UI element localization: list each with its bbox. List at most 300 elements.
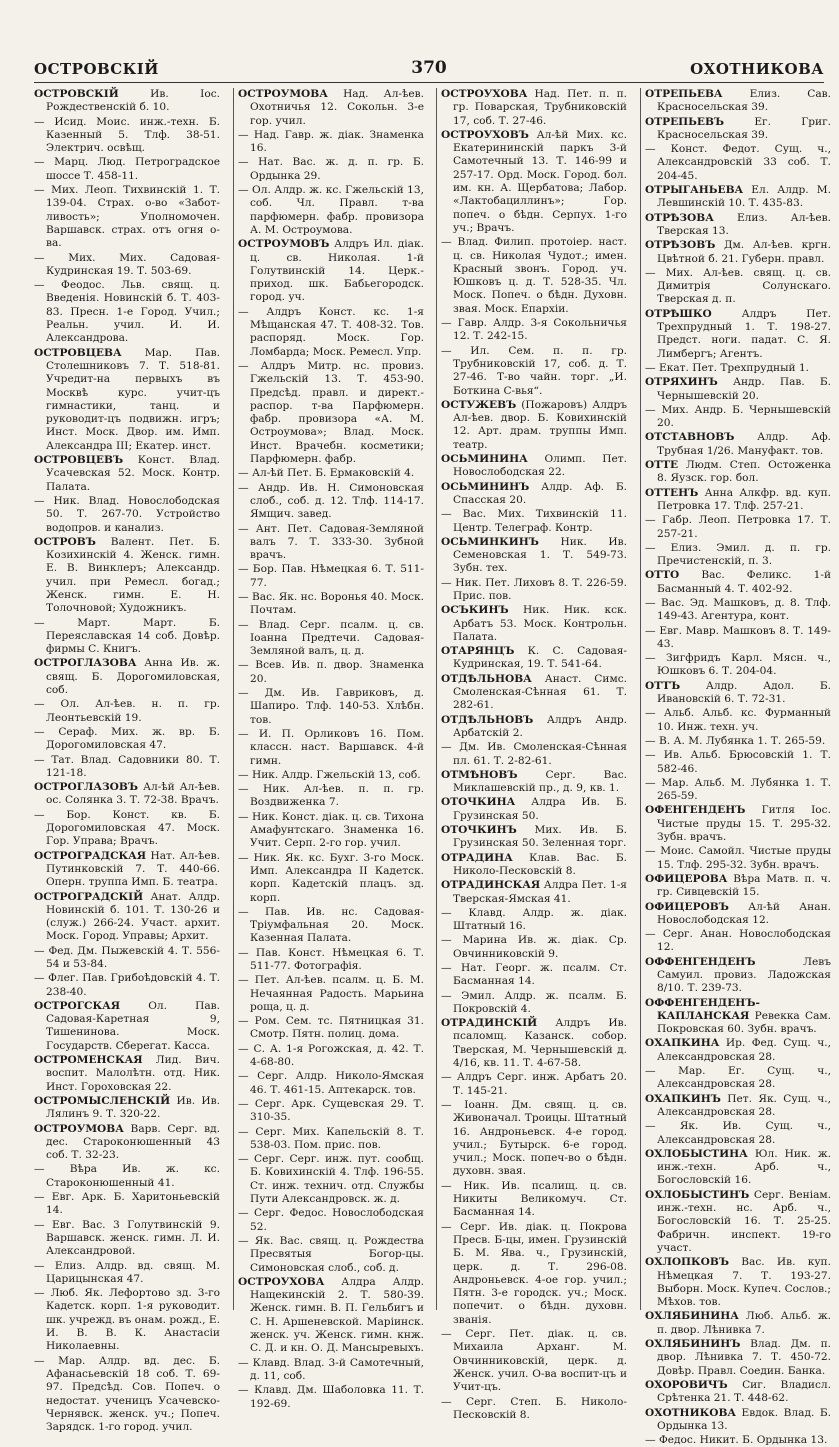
directory-entry: [238, 783, 424, 810]
entry-text: — Влад. Серг. псалм. ц. св. Iоанна Предтечи. Садовая-Земляной валъ, ц. д.: [238, 618, 424, 658]
directory-entry: [645, 1310, 831, 1337]
entry-text: — Як. Ив. Сущ. ч., Александровская 28.: [645, 1120, 831, 1146]
entry-text: Мих. Ив. Б. Грузинская 50. Зеленная торг.: [453, 824, 627, 850]
entry-surname: ОСЬМИНИНА: [441, 453, 528, 466]
entry-text: — Серг. Степ. Б. Николо-Песковскiй 8.: [441, 1395, 627, 1421]
entry-text: Вас. Феликс. 1-й Басманный 4. Т. 402-92.: [657, 569, 832, 595]
directory-entry: [34, 850, 220, 890]
directory-entry: [34, 156, 220, 183]
entry-text: Сиг. Владисл. Срѣтенка 21. Т. 448-62.: [657, 1378, 831, 1405]
entry-text: — Флег. Пав. Грибоѣдовскiй 4. Т. 238-40.: [34, 972, 220, 998]
entry-text: Алдра Пет. 1-я Тверская-Ямская 41.: [453, 879, 627, 905]
entry-surname: ОХЛЯБИНИНЪ: [645, 1338, 741, 1351]
entry-text: Ив. Iос. Рождественскiй б. 10.: [46, 88, 220, 114]
entry-text: — Мих. Леоп. Тихвинскiй 1. Т. 139-04. Страх. о-во «Заботливость»; Уполномочен. Варшавск. страх. отъ огня о-ва.: [34, 184, 220, 250]
entry-text: Конст. Влад. Усачевская 52. Моск. Контр. Палата.: [46, 454, 221, 493]
directory-entry: [441, 796, 627, 823]
entry-text: — Ив. Альб. Брюсовскiй 1. Т. 582-46.: [645, 749, 831, 775]
directory-entry: [645, 404, 831, 431]
entry-text: Ал-ѣй Анан. Новослободская 12.: [657, 900, 831, 926]
directory-entry: [645, 804, 831, 844]
entry-text: — Клавд. Алдр. ж. дiак. Штатный 16.: [441, 906, 627, 933]
entry-surname: ОСТРОГСКАЯ: [34, 999, 121, 1012]
entry-surname: ОТРАДИНСКАЯ: [441, 879, 541, 892]
entry-text: — Вѣра Ив. ж. кс. Староконюшенный 41.: [34, 1163, 220, 1189]
page-number: 370: [411, 58, 447, 78]
entry-surname: ОТРАДИНА: [441, 851, 513, 864]
entry-surname: ОХОРОВИЧЪ: [645, 1378, 728, 1391]
entry-text: — Клавд. Влад. 3-й Самотечный, д. 11, соб.: [238, 1356, 424, 1382]
entry-surname: ОТДѢЛЬНОВЪ: [441, 713, 534, 726]
directory-entry: [238, 728, 424, 768]
column-2: [238, 88, 425, 1410]
entry-text: — Серг. Пет. дiак. ц. св. Михаила Арханг. М. Овчинниковскiй, церк. д. Женск. учил. О-ва воспит-цъ и Учит-цъ.: [441, 1328, 627, 1394]
entry-surname: ОХЛОБЫСТИНЪ: [645, 1188, 750, 1201]
entry-text: — Дм. Ив. Смоленская-Сѣнная пл. 61. Т. 2-82-61.: [441, 741, 627, 767]
entry-text: Анна Ив. ж. свящ. Б. Дорогомиловская, соб.: [46, 657, 220, 697]
directory-entry: [441, 769, 627, 796]
directory-entry: [441, 399, 627, 452]
entry-text: Ревекка Сам. Покровская 60. Зубн. врачъ.: [657, 1009, 831, 1036]
directory-entry: [238, 1384, 424, 1411]
entry-surname: ОСТРОГЛАЗОВА: [34, 657, 137, 670]
entry-surname: ОХАПКИНА: [645, 1037, 720, 1050]
entry-text: Гитля Iос. Чистые пруды 15. Т. 295-32. Зубн. врачъ.: [657, 804, 831, 844]
directory-entry: [238, 360, 424, 466]
directory-entry: [645, 997, 831, 1037]
entry-text: — Мих. Андр. Б. Чернышевскiй 20.: [645, 403, 831, 430]
entry-surname: ОСТРОМЫСЛЕНСКIЙ: [34, 1094, 171, 1107]
entry-text: — Конст. Федот. Сущ. ч., Александровскiй 33 соб. Т. 204-45.: [645, 143, 831, 182]
entry-surname: ОСТРОГРАДСКIЙ: [34, 890, 144, 903]
entry-text: Люб. Альб. ж. п. двор. Лѣнивка 7.: [657, 1310, 831, 1336]
directory-entry: [441, 604, 627, 644]
directory-entry: [645, 362, 831, 375]
entry-text: Ал-ѣй Ал-ѣев. ос. Солянка 3. Т. 72-38. Врачъ.: [46, 781, 220, 807]
directory-entry: [34, 454, 220, 494]
directory-entry: [645, 514, 831, 541]
entry-text: — Ник. Ив. псалищ. ц. св. Никиты Великомуч. Ст. Басманная 14.: [441, 1179, 627, 1219]
entry-text: Ник. Ив. Семеновская 1. Т. 549-73. Зубн. тех.: [453, 535, 627, 575]
entry-text: Влад. Дм. п. двор. Лѣнивка 7. Т. 450-72. Довѣр. Правл. Соедин. Банка.: [657, 1338, 831, 1377]
entry-text: — Мих. Мих. Садовая-Кудринская 19. Т. 503-69.: [34, 251, 220, 277]
directory-entry: [238, 769, 424, 782]
directory-entry: [645, 1434, 831, 1447]
entry-text: — Серг. Серг. инж. пут. сообщ. Б. Ковихинскiй 4. Тлф. 196-55. Ст. инж. технич. отд. Службы Пути Александровск. ж. д.: [238, 1153, 424, 1206]
column-divider: [233, 88, 234, 1310]
directory-entry: [238, 687, 424, 727]
entry-text: — Мар. Ег. Сущ. ч., Александровская 28.: [645, 1065, 831, 1091]
directory-entry: [645, 1379, 831, 1406]
directory-entry: [441, 907, 627, 934]
entry-text: Варв. Серг. вд. дес. Староконюшенный 43 соб. Т. 32-23.: [46, 1122, 220, 1162]
entry-surname: ОСТРОУМОВА: [34, 1122, 124, 1135]
entry-text: — Вас. Як. нс. Воронья 40. Моск. Почтам.: [238, 590, 424, 617]
directory-entry: [238, 1043, 424, 1070]
entry-text: — Исид. Моис. инж.-техн. Б. Казенный 5. Тлф. 38-51. Электрич. освѣщ.: [34, 115, 220, 155]
directory-entry: [34, 972, 220, 999]
directory-entry: [645, 901, 831, 928]
entry-text: Ег. Григ. Красносельская 39.: [657, 115, 832, 141]
entry-surname: ОФИЦЕРОВА: [645, 872, 728, 885]
directory-entry: [34, 1123, 220, 1163]
entry-text: — Елиз. Эмил. д. п. гр. Пречистенскiй, п. 3.: [645, 541, 831, 568]
entry-surname: ОТОЧКИНА: [441, 796, 516, 809]
entry-text: Ир. Фед. Сущ. ч., Александровская 28.: [657, 1037, 831, 1063]
entry-surname: ОФИЦЕРОВЪ: [645, 900, 729, 913]
entry-text: — Гавр. Алдр. 3-я Сокольничья 12. Т. 242-15.: [441, 317, 627, 343]
directory-entry: [238, 1070, 424, 1097]
directory-entry: [645, 267, 831, 307]
entry-text: Дм. Ал-ѣев. кргн. Цвѣтной б. 21. Губерн. правл.: [657, 239, 831, 265]
directory-entry: [238, 947, 424, 974]
header-left-guideword: ОСТРОВСКIЙ: [34, 60, 159, 78]
directory-entry: [441, 1221, 627, 1327]
directory-entry: [645, 735, 831, 748]
entry-surname: ОСТРОГЛАЗОВЪ: [34, 781, 139, 794]
directory-entry: [34, 1191, 220, 1218]
entry-text: — Тат. Влад. Садовники 80. Т. 121-18.: [34, 753, 220, 779]
directory-entry: [238, 184, 424, 237]
entry-text: Мар. Пав. Столешниковъ 7. Т. 518-81. Учредит-на первыхъ въ Москвѣ курс. учит-цъ гимнастики, танц. и руководит-цъ подвижн. игръ; Инст. Моск. Двор. им. Имп. Александра III; Екатер. инст.: [46, 346, 220, 452]
entry-text: Елиз. Сав. Красносельская 39.: [657, 88, 832, 114]
directory-entry: [645, 1120, 831, 1147]
entry-text: Олимп. Пет. Новослободская 22.: [453, 453, 628, 479]
directory-entry: [645, 1407, 831, 1434]
directory-entry: [34, 698, 220, 725]
entry-text: — Ант. Пет. Садовая-Земляной валъ 7. Т. 333-30. Зубной врачъ.: [238, 522, 424, 562]
directory-entry: [441, 536, 627, 576]
entry-surname: ОТСТАВНОВЪ: [645, 431, 735, 444]
entry-text: — Ник. Алдр. Гжельскiй 13, соб.: [238, 768, 421, 781]
entry-text: — Вас. Мих. Тихвинскiй 11. Центр. Телеграф. Контр.: [441, 508, 627, 534]
entry-text: Валент. Пет. Б. Козихинскiй 4. Женск. гимн. Е. В. Винклеръ; Александр. учил. при Ремесл. богад.; Женск. гимн. Е. Н. Толочновой; Художникъ.: [46, 535, 220, 615]
directory-entry: [441, 824, 627, 851]
column-divider: [436, 88, 437, 1310]
entry-text: — Габр. Леоп. Петровка 17. Т. 257-21.: [645, 514, 831, 540]
entry-text: Ник. Ник. кск. Арбатъ 53. Моск. Контрольн. Палата.: [453, 604, 627, 643]
entry-text: — Серг. Алдр. Николо-Ямская 46. Т. 461-15. Аптекарск. тов.: [238, 1070, 424, 1096]
entry-surname: ОСТРОГРАДСКАЯ: [34, 849, 147, 862]
entry-surname: ОТТЪ: [645, 679, 681, 692]
entry-text: — Пет. Ал-ѣев. псалм. ц. Б. М. Нечаянная Радость. Марьина роща, ц. д.: [238, 974, 424, 1013]
entry-text: — Бор. Пав. Нѣмецкая 6. Т. 511-77.: [238, 563, 424, 589]
entry-text: Алдръ Ив. псаломщ. Казанск. собор. Тверская, М. Чернышевскiй д. 4/16, кв. 11. Т. 4-67-58.: [453, 1017, 627, 1070]
directory-entry: [645, 956, 831, 996]
entry-text: — Iоанн. Дм. свящ. ц. св. Живоначал. Троицы. Штатный 16. Андроньевск. 4-е город. учил.; Бутырск. 6-е город. учил.; Моск. попеч-во о бѣдн. духовн. звая.: [441, 1098, 627, 1178]
directory-entry: [34, 184, 220, 250]
entry-text: Вѣра Матв. п. ч. гр. Сивцевскiй 15.: [657, 872, 831, 899]
directory-entry: [238, 1207, 424, 1234]
entry-text: — Дм. Ив. Гавриковъ, д. Шапиро. Тлф. 140-53. Хлѣбн. тов.: [238, 687, 424, 726]
entry-text: — Серг. Арк. Сущевская 29. Т. 310-35.: [238, 1097, 424, 1124]
directory-entry: [34, 1163, 220, 1190]
entry-surname: ОФФЕНГЕНДЕНЪ-КАПЛАНСКАЯ: [645, 996, 760, 1022]
entry-surname: ОТТЕ: [645, 459, 679, 472]
entry-surname: ОСТРОУМОВА: [238, 88, 328, 100]
entry-text: Юл. Ник. ж. инж.-техн. Арб. ч., Богословскiй 16.: [657, 1147, 832, 1187]
directory-entry: [238, 1126, 424, 1153]
directory-entry: [34, 1260, 220, 1287]
entry-text: Ал-ѣй Мих. кс. Екатерининскiй паркъ 3-й Самотечный 13. Т. 146-99 и 257-17. Орд. Моск. Город. бол. им. кн. А. Щербатова; Лабор. «Лактобациллинъ»; Гор. попеч. о бѣдн. Серпух. 1-го уч.; Врачъ.: [453, 128, 627, 234]
entry-text: — Ник. Пет. Лиховъ 8. Т. 226-59. Прис. пов.: [441, 576, 627, 602]
directory-entry: [645, 707, 831, 734]
directory-entry: [441, 741, 627, 768]
directory-entry: [645, 928, 831, 955]
directory-entry: [238, 974, 424, 1014]
entry-text: — Федос. Никит. Б. Ордынка 13.: [645, 1434, 828, 1447]
entry-text: Вас. Ив. куп. Нѣмецкая 7. Т. 193-27. Выборн. Моск. Купеч. Сослов.; Мѣхов. тов.: [657, 1256, 831, 1309]
entry-surname: ОТРѢЗОВЪ: [645, 239, 716, 252]
directory-entry: [34, 1054, 220, 1094]
directory-entry: [238, 1153, 424, 1206]
directory-entry: [645, 652, 831, 679]
entry-surname: ОТРѢЗОВА: [645, 211, 714, 224]
entry-text: Над. Пет. п. п. гр. Поварская, Трубниковскiй 17, соб. Т. 27-46.: [453, 88, 628, 127]
directory-entry: [645, 569, 831, 596]
directory-entry: [441, 453, 627, 480]
entry-surname: ОФФЕНГЕНДЕНЪ: [645, 955, 756, 968]
entry-text: Нат. Ал-ѣев. Путинковскiй 7. Т. 440-66. Оперн. труппа Имп. Б. театра.: [46, 849, 220, 889]
directory-entry: [441, 577, 627, 604]
entry-text: Ив. Ив. Лялинъ 9. Т. 320-22.: [46, 1094, 220, 1121]
entry-text: — Серг. Ив. дiак. ц. Покрова Пресв. Б-цы, имен. Грузинскiй Б. М. Ява. ч., Грузинскiй, церк. д. Т. 296-08. Андроньевск. 4-ое гор. учил.; Пятн. 3-е городск. уч.; Моск. попечит. о бѣдн. духовн. званiя.: [441, 1220, 627, 1326]
entry-text: — Ол. Ал-ѣев. н. п. гр. Леонтьевскiй 19.: [34, 698, 220, 724]
directory-entry: [441, 1071, 627, 1098]
column-1: [34, 88, 221, 1434]
entry-text: (Пожаровъ) Алдръ Ал-ѣев. двор. Б. Ковихинскiй 12. Арт. драм. труппы Имп. театр.: [453, 398, 627, 451]
entry-text: — С. А. 1-я Рогожская, д. 42. Т. 4-68-80.: [238, 1042, 424, 1069]
entry-surname: ОСТРОУХОВА: [238, 1275, 325, 1288]
directory-entry: [34, 617, 220, 657]
entry-text: — Алдръ Конст. кс. 1-я Мѣщанская 47. Т. 408-32. Тов. распоряд. Моск. Гор. Ломбарда; Моск. Ремесл. Упр.: [238, 305, 424, 358]
entry-text: Над. Ал-ѣев. Охотничья 12. Сокольн. 3-е гор. учил.: [250, 88, 425, 127]
directory-entry: [34, 88, 220, 115]
directory-entry: [441, 879, 627, 906]
directory-entry: [645, 184, 831, 211]
directory-entry: [441, 645, 627, 672]
entry-text: Алдръ Пет. Трехпрудный 1. Т. 198-27. Предст. ноги. падат. С. Я. Лимбергъ; Агентъ.: [657, 307, 832, 360]
directory-entry: [441, 481, 627, 508]
directory-entry: [34, 726, 220, 753]
entry-text: — Евг. Вас. 3 Голутвинскiй 9. Варшавск. женск. гимн. Л. И. Александровой.: [34, 1218, 220, 1258]
entry-text: — Клавд. Дм. Шаболовка 11. Т. 192-69.: [238, 1384, 424, 1410]
directory-entry: [34, 945, 220, 972]
entry-surname: ОСТРОВСКIЙ: [34, 88, 119, 100]
directory-entry: [238, 238, 424, 304]
column-3: [441, 88, 628, 1421]
directory-entry: [645, 777, 831, 804]
directory-entry: [645, 308, 831, 361]
directory-entry: [645, 376, 831, 403]
directory-entry: [645, 212, 831, 239]
entry-surname: ОСТРОВЦЕВА: [34, 346, 122, 359]
entry-text: — Елиз. Алдр. вд. свящ. М. Царицынская 47.: [34, 1259, 220, 1285]
entry-surname: ОХОТНИКОВА: [645, 1406, 737, 1419]
entry-text: — Андр. Ив. Н. Симоновская слоб., соб. д. 12. Тлф. 114-17. Ямщич. завед.: [238, 481, 424, 521]
directory-entry: [645, 459, 831, 486]
directory-entry: [34, 754, 220, 781]
entry-text: — Фед. Дм. Пыжевскiй 4. Т. 556-54 и 53-84.: [34, 944, 220, 970]
directory-entry: [441, 236, 627, 316]
entry-text: — Евг. Мавр. Машковъ 8. Т. 149-43.: [645, 624, 831, 650]
entry-text: — Ник. Ал-ѣев. п. п. гр. Воздвиженка 7.: [238, 783, 424, 809]
directory-entry: [441, 1396, 627, 1423]
entry-text: — Ром. Сем. тс. Пятницкая 31. Смотр. Пятн. полиц. дома.: [238, 1015, 424, 1041]
entry-surname: ОТРАДИНСКIЙ: [441, 1017, 538, 1030]
entry-text: Людм. Степ. Остоженка 8. Яузск. гор. бол.: [657, 459, 831, 485]
directory-entry: [645, 116, 831, 143]
directory-entry: [238, 591, 424, 618]
entry-text: — И. П. Орликовъ 16. Пом. классн. наст. Варшавск. 4-й гимн.: [238, 727, 424, 767]
entry-text: — Ник. Як. кс. Бухг. 3-го Моск. Имп. Александра II Кадетск. корп. Кадетскiй плацъ. зд. корп.: [238, 851, 424, 904]
entry-surname: ОТРЕПЬЕВА: [645, 88, 723, 100]
entry-text: — Нат. Георг. ж. псалм. Ст. Басманная 14.: [441, 962, 627, 988]
directory-entry: [34, 347, 220, 453]
entry-text: — Март. Март. Б. Переяславская 14 соб. Довѣр. фирмы С. Книгъ.: [34, 616, 220, 656]
entry-text: Алдръ Ил. дiак. ц. св. Николая. 1-й Голутвинскiй 14. Церк.-приход. шк. Бабьегородск. город. уч.: [250, 238, 424, 304]
directory-entry: [645, 88, 831, 115]
entry-text: — Бор. Конст. кв. Б. Дорогомиловская 47. Моск. Гор. Управа; Врачъ.: [34, 808, 220, 848]
entry-text: Алдра Ив. Б. Грузинская 50.: [453, 796, 627, 822]
entry-surname: ОСЬМИНКИНЪ: [441, 535, 539, 548]
entry-text: — Над. Гавр. ж. дiак. Знаменка 16.: [238, 128, 424, 155]
entry-text: — Вас. Эд. Машковъ, д. 8. Тлф. 149-43. Агентура, конт.: [645, 596, 831, 623]
entry-text: Пет. Як. Сущ. ч., Александровская 28.: [657, 1092, 831, 1118]
directory-entry: [441, 1180, 627, 1220]
entry-surname: ОТАРЯНЦЪ: [441, 645, 515, 658]
directory-entry: [34, 1000, 220, 1053]
directory-entry: [238, 156, 424, 183]
entry-text: — Евг. Арк. Б. Харитоньевскiй 14.: [34, 1191, 220, 1217]
directory-entry: [441, 714, 627, 741]
entry-text: — Алдръ Митр. нс. провиз. Гжельскiй 13. Т. 453-90. Предсѣд. правл. и директ.-распор. т-ва Парфюмерн. фабр. провизора «А. М. Остроумова»; Влад. Моск. Инст. Врачебн. косметики; Парфюмерн. фабр.: [238, 359, 424, 466]
directory-entry: [441, 852, 627, 879]
entry-surname: ОФЕНГЕНДЕНЪ: [645, 804, 746, 817]
entry-text: Клав. Вас. Б. Николо-Песковскiй 8.: [453, 851, 627, 877]
directory-entry: [238, 1098, 424, 1125]
entry-text: — Мар. Алдр. вд. дес. Б. Афанасьевскiй 18 соб. Т. 69-97. Предсѣд. Сов. Попеч. о недостат. ученицъ Усачевско-Чернявск. женск. уч.; Попеч. Зарядск. 1-го город. учил.: [34, 1354, 220, 1434]
directory-entry: [238, 306, 424, 359]
directory-entry: [645, 749, 831, 776]
directory-entry: [645, 873, 831, 900]
entry-surname: ОТРЕПЬЕВЪ: [645, 115, 725, 128]
entry-surname: ОСТРОУХОВА: [441, 88, 528, 100]
entry-text: Алдр. Аф. Б. Спасская 20.: [453, 480, 627, 506]
entry-text: Анна Алкфр. вд. куп. Петровка 17. Тлф. 257-21.: [657, 486, 831, 512]
entry-surname: ОСТРОУМОВЪ: [238, 238, 330, 251]
directory-entry: [238, 523, 424, 563]
entry-text: — Серг. Анан. Новослободская 12.: [645, 928, 831, 954]
entry-text: — Мар. Альб. М. Лубянка 1. Т. 265-59.: [645, 776, 831, 803]
directory-entry: [441, 1328, 627, 1394]
directory-entry: [34, 536, 220, 616]
entry-text: — Ил. Сем. п. п. гр. Трубниковскiй 17, соб. д. Т. 27-46. Т-во чайн. торг. „И. Боткина С-вья“.: [441, 344, 627, 397]
directory-entry: [238, 906, 424, 946]
entry-text: Анаст. Симс. Смоленская-Сѣнная 61. Т. 282-61.: [453, 672, 627, 712]
directory-entry: [238, 811, 424, 851]
directory-entry: [238, 1357, 424, 1384]
directory-entry: [238, 659, 424, 686]
entry-surname: ОСЪКИНЪ: [441, 604, 509, 617]
directory-entry: [645, 680, 831, 707]
directory-entry: [645, 487, 831, 514]
directory-entry: [34, 1355, 220, 1435]
entry-text: — Сераф. Мих. ж. вр. Б. Дорогомиловская 47.: [34, 725, 220, 752]
entry-text: — Як. Вас. свящ. ц. Рождества Пресвятыя Богор-цы. Симоновская слоб., соб. д.: [238, 1234, 424, 1274]
directory-entry: [645, 1338, 831, 1378]
directory-entry: [645, 1189, 831, 1255]
directory-entry: [34, 1219, 220, 1259]
entry-text: — Феодос. Льв. свящ. ц. Введенiя. Новинскiй б. Т. 403-83. Пресн. 1-е Город. Учил.; Реальн. учил. И. И. Александрова.: [34, 279, 220, 345]
entry-surname: ОТРЯХИНЪ: [645, 376, 718, 389]
entry-text: Алдр. Аф. Трубная 1/26. Мануфакт. тов.: [657, 431, 831, 457]
directory-entry: [645, 597, 831, 624]
directory-entry: [238, 482, 424, 522]
entry-surname: ОСЬМИНИНЪ: [441, 480, 530, 493]
directory-entry: [645, 1256, 831, 1309]
entry-surname: ОТРѢШКО: [645, 307, 712, 320]
entry-surname: ОСТРОМЕНСКАЯ: [34, 1054, 143, 1067]
entry-text: — Ник. Конст. дiак. ц. св. Тихона Амафунтскаго. Знаменка 16. Учит. Серп. 2-го гор. учил.: [238, 810, 424, 850]
entry-text: — Ал-ѣй Пет. Б. Ермаковскiй 4.: [238, 467, 415, 480]
directory-entry: [441, 934, 627, 961]
entry-text: Ол. Пав. Садовая-Каретная 9, Тишенинова. Моск. Государств. Сберегат. Касса.: [46, 999, 220, 1052]
directory-entry: [441, 317, 627, 344]
directory-entry: [645, 1037, 831, 1064]
entry-text: — Нат. Вас. ж. д. п. гр. Б. Ордынка 29.: [238, 156, 424, 182]
entry-surname: ОХЛОПКОВЪ: [645, 1256, 729, 1269]
entry-text: Алдръ Андр. Арбатскiй 2.: [453, 713, 627, 739]
directory-entry: [441, 962, 627, 989]
directory-entry: [441, 508, 627, 535]
directory-entry: [441, 88, 627, 128]
directory-entry: [238, 1235, 424, 1275]
entry-surname: ОСТУЖЕВЪ: [441, 398, 517, 411]
directory-entry: [238, 619, 424, 659]
entry-text: — Пав. Ив. нс. Садовая-Трiумфальная 20. Моск. Казенная Палата.: [238, 905, 424, 945]
directory-entry: [441, 129, 627, 235]
directory-entry: [34, 891, 220, 944]
entry-text: — Ол. Алдр. ж. кс. Гжельскiй 13, соб. Чл. Правл. т-ва парфюмерн. фабр. провизора А. М. Остроумова.: [238, 184, 424, 236]
entry-text: — Зигфридъ Карл. Мясн. ч., Юшковъ 6. Т. 204-04.: [645, 652, 831, 678]
directory-entry: [238, 1015, 424, 1042]
entry-surname: ОСТРОВЦЕВЪ: [34, 454, 124, 467]
page-header: [34, 60, 824, 83]
directory-columns: [34, 88, 832, 1447]
entry-surname: ОТДѢЛЬНОВА: [441, 672, 532, 685]
entry-text: Лид. Вич. воспит. Малолѣтн. отд. Ник. Инст. Гороховская 22.: [46, 1054, 220, 1093]
directory-entry: [34, 1095, 220, 1122]
directory-entry: [34, 252, 220, 279]
entry-text: Серг. Венiам. инж.-техн. нс. Арб. ч., Богословскiй 16. Т. 25-25. Фабричн. инспект. 19-го участ.: [657, 1188, 832, 1254]
entry-text: — Марц. Люд. Петроградское шоссе Т. 458-11.: [34, 156, 220, 182]
directory-entry: [441, 345, 627, 398]
entry-text: Алдра Алдр. Нащекинскiй 2. Т. 580-39. Женск. гимн. В. П. Гельбигъ и С. Н. Аршеневской. Марiинск. женск. уч. Женск. гимн. кнж. С. Д. и кн. О. Д. Мансыревыхъ.: [250, 1275, 425, 1355]
directory-entry: [645, 431, 831, 458]
entry-text: — В. А. М. Лубянка 1. Т. 265-59.: [645, 734, 826, 747]
entry-surname: ОТРЫГАНЬЕВА: [645, 184, 744, 197]
header-right-guideword: ОХОТНИКОВА: [690, 60, 824, 78]
entry-text: — Марина Ив. ж. дiак. Ср. Овчинниковскiй 9.: [441, 934, 627, 960]
entry-text: — Екат. Пет. Трехпрудный 1.: [645, 361, 810, 374]
directory-entry: [441, 1099, 627, 1179]
column-divider: [640, 88, 641, 1310]
entry-text: — Алдръ Серг. инж. Арбатъ 20. Т. 145-21.: [441, 1071, 627, 1097]
entry-text: — Эмил. Алдр. ж. псалм. Б. Покровскiй 4.: [441, 989, 627, 1015]
entry-text: — Всев. Ив. п. двор. Знаменка 20.: [238, 659, 424, 685]
directory-entry: [34, 809, 220, 849]
